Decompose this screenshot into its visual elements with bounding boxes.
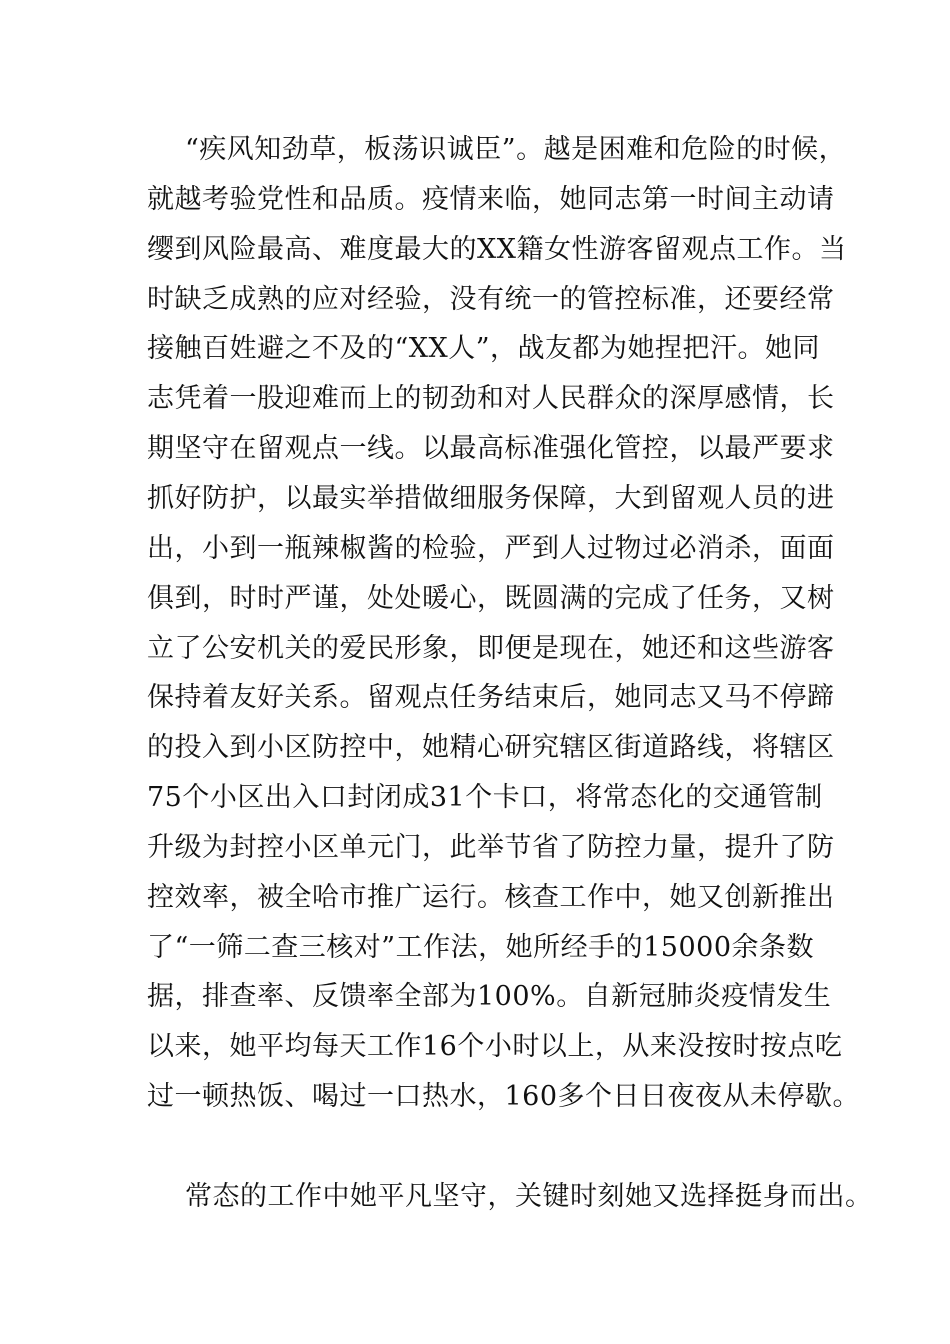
paragraph-1-line: 期坚守在留观点一线。以最高标准强化管控，以最严要求 xyxy=(147,433,835,465)
paragraph-1-line: 保持着友好关系。留观点任务结束后，她同志又马不停蹄 xyxy=(147,682,835,714)
paragraph-1-line: 俱到，时时严谨，处处暖心，既圆满的完成了任务，又树 xyxy=(147,582,835,614)
paragraph-1-line: 接触百姓避之不及的“XX人”，战友都为她捏把汗。她同 xyxy=(147,333,821,365)
paragraph-1-line: 志凭着一股迎难而上的韧劲和对人民群众的深厚感情，长 xyxy=(147,383,835,415)
paragraph-1-line: 了“一筛二查三核对”工作法，她所经手的15000余条数 xyxy=(147,931,814,963)
paragraph-1-line: “疾风知劲草，板荡识诚臣”。越是困难和危险的时候， xyxy=(185,134,847,165)
paragraph-1-line: 的投入到小区防控中，她精心研究辖区街道路线，将辖区 xyxy=(147,732,835,764)
paragraph-1-line: 抓好防护，以最实举措做细服务保障，大到留观人员的进 xyxy=(147,482,835,514)
paragraph-1-line: 出，小到一瓶辣椒酱的检验，严到人过物过必消杀，面面 xyxy=(147,532,835,564)
paragraph-1-line: 据，排查率、反馈率全部为100%。自新冠肺炎疫情发生 xyxy=(147,981,832,1013)
paragraph-1-line: 以来，她平均每天工作16个小时以上，从来没按时按点吃 xyxy=(147,1031,843,1063)
paragraph-1-line: 过一顿热饭、喝过一口热水，160多个日日夜夜从未停歇。 xyxy=(147,1081,861,1113)
paragraph-1-line: 75个小区出入口封闭成31个卡口，将常态化的交通管制 xyxy=(147,782,823,814)
paragraph-1-line: 缨到风险最高、难度最大的XX籍女性游客留观点工作。当 xyxy=(147,233,847,265)
paragraph-1-line: 就越考验党性和品质。疫情来临，她同志第一时间主动请 xyxy=(147,183,835,215)
paragraph-1-line: 立了公安机关的爱民形象，即便是现在，她还和这些游客 xyxy=(147,632,835,664)
paragraph-2-line: 常态的工作中她平凡坚守，关键时刻她又选择挺身而出。 xyxy=(185,1181,873,1212)
paragraph-1-line: 时缺乏成熟的应对经验，没有统一的管控标准，还要经常 xyxy=(147,283,835,315)
paragraph-1-line: 控效率，被全哈市推广运行。核查工作中，她又创新推出 xyxy=(147,881,835,913)
paragraph-1-line: 升级为封控小区单元门，此举节省了防控力量，提升了防 xyxy=(147,831,835,863)
